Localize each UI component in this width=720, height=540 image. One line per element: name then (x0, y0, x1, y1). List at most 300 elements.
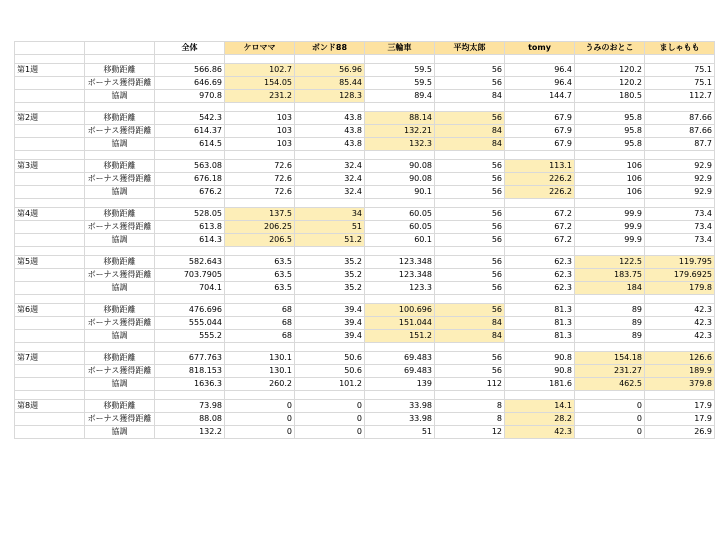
empty-cell[interactable] (15, 125, 85, 138)
row-label[interactable]: ボーナス獲得距離 (85, 221, 155, 234)
data-cell[interactable]: 88.08 (155, 413, 225, 426)
data-cell[interactable]: 677.763 (155, 352, 225, 365)
data-cell[interactable]: 8 (435, 413, 505, 426)
data-cell[interactable]: 260.2 (225, 378, 295, 391)
data-cell[interactable]: 89.4 (365, 90, 435, 103)
data-cell[interactable]: 126.6 (645, 352, 715, 365)
data-cell[interactable]: 379.8 (645, 378, 715, 391)
empty-cell[interactable] (15, 317, 85, 330)
data-cell[interactable]: 42.3 (645, 317, 715, 330)
data-cell[interactable]: 50.6 (295, 352, 365, 365)
week-label[interactable]: 第8週 (15, 400, 85, 413)
data-cell[interactable]: 154.05 (225, 77, 295, 90)
data-cell[interactable]: 56 (435, 160, 505, 173)
empty-cell[interactable] (365, 247, 435, 256)
data-cell[interactable]: 226.2 (505, 186, 575, 199)
data-cell[interactable]: 17.9 (645, 413, 715, 426)
data-cell[interactable]: 189.9 (645, 365, 715, 378)
row-label[interactable]: 移動距離 (85, 400, 155, 413)
data-cell[interactable]: 69.483 (365, 365, 435, 378)
empty-cell[interactable] (365, 199, 435, 208)
data-cell[interactable]: 56 (435, 282, 505, 295)
data-cell[interactable]: 56 (435, 64, 505, 77)
data-cell[interactable]: 35.2 (295, 269, 365, 282)
data-cell[interactable]: 60.05 (365, 208, 435, 221)
week-label[interactable]: 第4週 (15, 208, 85, 221)
data-cell[interactable]: 95.8 (575, 125, 645, 138)
row-label[interactable]: 協調 (85, 282, 155, 295)
column-header[interactable]: ボンド88 (295, 42, 365, 55)
empty-cell[interactable] (365, 151, 435, 160)
data-cell[interactable]: 132.2 (155, 426, 225, 439)
empty-cell[interactable] (15, 378, 85, 391)
empty-cell[interactable] (295, 151, 365, 160)
empty-cell[interactable] (435, 151, 505, 160)
data-cell[interactable]: 676.18 (155, 173, 225, 186)
data-cell[interactable]: 81.3 (505, 317, 575, 330)
data-cell[interactable]: 33.98 (365, 413, 435, 426)
empty-cell[interactable] (505, 391, 575, 400)
data-cell[interactable]: 99.9 (575, 221, 645, 234)
data-cell[interactable]: 72.6 (225, 186, 295, 199)
empty-cell[interactable] (435, 55, 505, 64)
row-label[interactable]: 移動距離 (85, 256, 155, 269)
data-cell[interactable]: 99.9 (575, 234, 645, 247)
empty-cell[interactable] (15, 90, 85, 103)
empty-cell[interactable] (365, 391, 435, 400)
empty-cell[interactable] (155, 343, 225, 352)
data-cell[interactable]: 39.4 (295, 317, 365, 330)
data-cell[interactable]: 43.8 (295, 112, 365, 125)
data-cell[interactable]: 0 (295, 413, 365, 426)
column-header[interactable]: 三輪車 (365, 42, 435, 55)
week-label[interactable]: 第7週 (15, 352, 85, 365)
data-cell[interactable]: 95.8 (575, 138, 645, 151)
empty-cell[interactable] (295, 247, 365, 256)
empty-cell[interactable] (505, 295, 575, 304)
data-cell[interactable]: 0 (575, 426, 645, 439)
data-cell[interactable]: 106 (575, 160, 645, 173)
empty-cell[interactable] (435, 199, 505, 208)
data-cell[interactable]: 39.4 (295, 304, 365, 317)
data-cell[interactable]: 63.5 (225, 269, 295, 282)
data-cell[interactable]: 92.9 (645, 186, 715, 199)
data-cell[interactable]: 106 (575, 173, 645, 186)
week-label[interactable]: 第2週 (15, 112, 85, 125)
data-cell[interactable]: 92.9 (645, 173, 715, 186)
data-cell[interactable]: 226.2 (505, 173, 575, 186)
empty-cell[interactable] (15, 151, 85, 160)
empty-cell[interactable] (505, 343, 575, 352)
empty-cell[interactable] (435, 295, 505, 304)
data-cell[interactable]: 206.25 (225, 221, 295, 234)
empty-cell[interactable] (575, 103, 645, 112)
empty-cell[interactable] (85, 199, 155, 208)
data-cell[interactable]: 56 (435, 186, 505, 199)
data-cell[interactable]: 33.98 (365, 400, 435, 413)
empty-cell[interactable] (15, 247, 85, 256)
data-cell[interactable]: 90.08 (365, 160, 435, 173)
data-cell[interactable]: 563.08 (155, 160, 225, 173)
empty-cell[interactable] (155, 55, 225, 64)
empty-cell[interactable] (15, 199, 85, 208)
data-cell[interactable]: 119.795 (645, 256, 715, 269)
empty-cell[interactable] (435, 247, 505, 256)
empty-cell[interactable] (15, 391, 85, 400)
data-cell[interactable]: 73.4 (645, 221, 715, 234)
data-cell[interactable]: 144.7 (505, 90, 575, 103)
empty-cell[interactable] (85, 103, 155, 112)
data-cell[interactable]: 130.1 (225, 352, 295, 365)
data-cell[interactable]: 56 (435, 208, 505, 221)
data-cell[interactable]: 99.9 (575, 208, 645, 221)
data-cell[interactable]: 84 (435, 330, 505, 343)
data-cell[interactable]: 68 (225, 330, 295, 343)
empty-cell[interactable] (225, 151, 295, 160)
data-cell[interactable]: 43.8 (295, 125, 365, 138)
data-cell[interactable]: 68 (225, 317, 295, 330)
row-label[interactable]: ボーナス獲得距離 (85, 269, 155, 282)
column-header[interactable]: うみのおとこ (575, 42, 645, 55)
empty-cell[interactable] (15, 55, 85, 64)
empty-cell[interactable] (295, 103, 365, 112)
empty-cell[interactable] (155, 151, 225, 160)
empty-cell[interactable] (15, 330, 85, 343)
empty-cell[interactable] (225, 343, 295, 352)
data-cell[interactable]: 123.348 (365, 269, 435, 282)
data-cell[interactable]: 88.14 (365, 112, 435, 125)
data-cell[interactable]: 179.8 (645, 282, 715, 295)
row-label[interactable]: 移動距離 (85, 160, 155, 173)
empty-cell[interactable] (85, 55, 155, 64)
empty-cell[interactable] (85, 151, 155, 160)
data-cell[interactable]: 28.2 (505, 413, 575, 426)
data-cell[interactable]: 95.8 (575, 112, 645, 125)
data-cell[interactable]: 51 (295, 221, 365, 234)
data-cell[interactable]: 51 (365, 426, 435, 439)
data-cell[interactable]: 90.8 (505, 365, 575, 378)
data-cell[interactable]: 181.6 (505, 378, 575, 391)
empty-cell[interactable] (15, 295, 85, 304)
data-cell[interactable]: 112.7 (645, 90, 715, 103)
column-header[interactable]: 全体 (155, 42, 225, 55)
data-cell[interactable]: 1636.3 (155, 378, 225, 391)
empty-cell[interactable] (295, 343, 365, 352)
empty-cell[interactable] (575, 343, 645, 352)
empty-cell[interactable] (85, 295, 155, 304)
data-cell[interactable]: 0 (295, 400, 365, 413)
data-cell[interactable]: 100.696 (365, 304, 435, 317)
empty-cell[interactable] (365, 103, 435, 112)
empty-cell[interactable] (15, 413, 85, 426)
data-cell[interactable]: 81.3 (505, 304, 575, 317)
data-cell[interactable]: 542.3 (155, 112, 225, 125)
data-cell[interactable]: 101.2 (295, 378, 365, 391)
data-cell[interactable]: 32.4 (295, 173, 365, 186)
data-cell[interactable]: 0 (225, 426, 295, 439)
data-cell[interactable]: 35.2 (295, 282, 365, 295)
data-cell[interactable]: 56 (435, 304, 505, 317)
row-label[interactable]: 移動距離 (85, 208, 155, 221)
column-header[interactable]: tomy (505, 42, 575, 55)
row-label[interactable]: 協調 (85, 234, 155, 247)
row-label[interactable]: ボーナス獲得距離 (85, 125, 155, 138)
data-cell[interactable]: 89 (575, 317, 645, 330)
empty-cell[interactable] (645, 103, 715, 112)
data-cell[interactable]: 106 (575, 186, 645, 199)
empty-cell[interactable] (15, 173, 85, 186)
data-cell[interactable]: 231.2 (225, 90, 295, 103)
empty-cell[interactable] (155, 391, 225, 400)
data-cell[interactable]: 56 (435, 352, 505, 365)
empty-cell[interactable] (225, 247, 295, 256)
data-cell[interactable]: 206.5 (225, 234, 295, 247)
data-cell[interactable]: 582.643 (155, 256, 225, 269)
data-cell[interactable]: 132.21 (365, 125, 435, 138)
empty-cell[interactable] (15, 343, 85, 352)
data-cell[interactable]: 68 (225, 304, 295, 317)
data-cell[interactable]: 0 (575, 413, 645, 426)
empty-cell[interactable] (575, 55, 645, 64)
data-cell[interactable]: 60.05 (365, 221, 435, 234)
data-cell[interactable]: 32.4 (295, 186, 365, 199)
data-cell[interactable]: 42.3 (645, 304, 715, 317)
empty-cell[interactable] (85, 391, 155, 400)
empty-cell[interactable] (15, 103, 85, 112)
data-cell[interactable]: 67.2 (505, 234, 575, 247)
data-cell[interactable]: 59.5 (365, 64, 435, 77)
empty-cell[interactable] (15, 221, 85, 234)
data-cell[interactable]: 132.3 (365, 138, 435, 151)
data-cell[interactable]: 63.5 (225, 282, 295, 295)
empty-cell[interactable] (645, 151, 715, 160)
empty-cell[interactable] (505, 103, 575, 112)
empty-cell[interactable] (85, 247, 155, 256)
data-cell[interactable]: 89 (575, 304, 645, 317)
data-cell[interactable]: 120.2 (575, 64, 645, 77)
data-cell[interactable]: 73.98 (155, 400, 225, 413)
data-cell[interactable]: 56 (435, 77, 505, 90)
data-cell[interactable]: 34 (295, 208, 365, 221)
data-cell[interactable]: 113.1 (505, 160, 575, 173)
data-cell[interactable]: 96.4 (505, 64, 575, 77)
empty-cell[interactable] (505, 151, 575, 160)
data-cell[interactable]: 62.3 (505, 282, 575, 295)
empty-cell[interactable] (155, 103, 225, 112)
data-cell[interactable]: 128.3 (295, 90, 365, 103)
empty-cell[interactable] (15, 282, 85, 295)
data-cell[interactable]: 12 (435, 426, 505, 439)
data-cell[interactable]: 56 (435, 112, 505, 125)
data-cell[interactable]: 130.1 (225, 365, 295, 378)
empty-cell[interactable] (645, 343, 715, 352)
data-cell[interactable]: 90.08 (365, 173, 435, 186)
data-cell[interactable]: 8 (435, 400, 505, 413)
data-cell[interactable]: 0 (295, 426, 365, 439)
data-cell[interactable]: 67.9 (505, 112, 575, 125)
data-cell[interactable]: 72.6 (225, 173, 295, 186)
data-cell[interactable]: 67.9 (505, 138, 575, 151)
week-label[interactable]: 第1週 (15, 64, 85, 77)
data-cell[interactable]: 87.7 (645, 138, 715, 151)
row-label[interactable]: ボーナス獲得距離 (85, 317, 155, 330)
data-cell[interactable]: 180.5 (575, 90, 645, 103)
data-cell[interactable]: 179.6925 (645, 269, 715, 282)
empty-cell[interactable] (225, 55, 295, 64)
empty-cell[interactable] (15, 186, 85, 199)
empty-cell[interactable] (365, 55, 435, 64)
data-cell[interactable]: 614.5 (155, 138, 225, 151)
row-label[interactable]: 移動距離 (85, 112, 155, 125)
data-cell[interactable]: 56 (435, 173, 505, 186)
data-cell[interactable]: 42.3 (505, 426, 575, 439)
row-label[interactable]: 協調 (85, 90, 155, 103)
data-cell[interactable]: 72.6 (225, 160, 295, 173)
data-cell[interactable]: 703.7905 (155, 269, 225, 282)
data-cell[interactable]: 96.4 (505, 77, 575, 90)
data-cell[interactable]: 183.75 (575, 269, 645, 282)
empty-cell[interactable] (575, 151, 645, 160)
empty-cell[interactable] (155, 247, 225, 256)
empty-cell[interactable] (505, 199, 575, 208)
empty-cell[interactable] (295, 55, 365, 64)
data-cell[interactable]: 112 (435, 378, 505, 391)
empty-cell[interactable] (435, 343, 505, 352)
row-label[interactable]: ボーナス獲得距離 (85, 365, 155, 378)
data-cell[interactable]: 32.4 (295, 160, 365, 173)
data-cell[interactable]: 17.9 (645, 400, 715, 413)
data-cell[interactable]: 84 (435, 125, 505, 138)
empty-cell[interactable] (295, 391, 365, 400)
data-cell[interactable]: 90.1 (365, 186, 435, 199)
empty-cell[interactable] (435, 103, 505, 112)
data-cell[interactable]: 137.5 (225, 208, 295, 221)
data-cell[interactable]: 56 (435, 269, 505, 282)
data-cell[interactable]: 184 (575, 282, 645, 295)
data-cell[interactable]: 56.96 (295, 64, 365, 77)
data-cell[interactable]: 90.8 (505, 352, 575, 365)
data-cell[interactable]: 50.6 (295, 365, 365, 378)
data-cell[interactable]: 122.5 (575, 256, 645, 269)
data-cell[interactable]: 102.7 (225, 64, 295, 77)
empty-cell[interactable] (15, 426, 85, 439)
data-cell[interactable]: 0 (225, 413, 295, 426)
data-cell[interactable]: 614.37 (155, 125, 225, 138)
empty-cell[interactable] (15, 138, 85, 151)
data-cell[interactable]: 60.1 (365, 234, 435, 247)
row-label[interactable]: 移動距離 (85, 352, 155, 365)
week-label[interactable]: 第5週 (15, 256, 85, 269)
data-cell[interactable]: 42.3 (645, 330, 715, 343)
column-header[interactable]: 平均太郎 (435, 42, 505, 55)
empty-cell[interactable] (225, 295, 295, 304)
column-header[interactable]: ケロママ (225, 42, 295, 55)
data-cell[interactable]: 84 (435, 90, 505, 103)
data-cell[interactable]: 123.348 (365, 256, 435, 269)
empty-cell[interactable] (365, 295, 435, 304)
data-cell[interactable]: 39.4 (295, 330, 365, 343)
data-cell[interactable]: 14.1 (505, 400, 575, 413)
data-cell[interactable]: 56 (435, 221, 505, 234)
data-cell[interactable]: 476.696 (155, 304, 225, 317)
empty-cell[interactable] (225, 199, 295, 208)
data-cell[interactable]: 123.3 (365, 282, 435, 295)
data-cell[interactable]: 0 (575, 400, 645, 413)
data-cell[interactable]: 26.9 (645, 426, 715, 439)
empty-cell[interactable] (505, 55, 575, 64)
empty-cell[interactable] (85, 42, 155, 55)
data-cell[interactable]: 566.86 (155, 64, 225, 77)
data-cell[interactable]: 120.2 (575, 77, 645, 90)
data-cell[interactable]: 35.2 (295, 256, 365, 269)
data-cell[interactable]: 67.2 (505, 208, 575, 221)
data-cell[interactable]: 92.9 (645, 160, 715, 173)
data-cell[interactable]: 151.2 (365, 330, 435, 343)
data-cell[interactable]: 84 (435, 317, 505, 330)
data-cell[interactable]: 103 (225, 112, 295, 125)
data-cell[interactable]: 704.1 (155, 282, 225, 295)
data-cell[interactable]: 67.2 (505, 221, 575, 234)
data-cell[interactable]: 56 (435, 365, 505, 378)
column-header[interactable]: ましゃもも (645, 42, 715, 55)
data-cell[interactable]: 614.3 (155, 234, 225, 247)
empty-cell[interactable] (15, 77, 85, 90)
data-cell[interactable]: 676.2 (155, 186, 225, 199)
empty-cell[interactable] (15, 269, 85, 282)
data-cell[interactable]: 67.9 (505, 125, 575, 138)
empty-cell[interactable] (85, 343, 155, 352)
data-cell[interactable]: 613.8 (155, 221, 225, 234)
empty-cell[interactable] (505, 247, 575, 256)
empty-cell[interactable] (645, 199, 715, 208)
data-cell[interactable]: 56 (435, 256, 505, 269)
data-cell[interactable]: 646.69 (155, 77, 225, 90)
data-cell[interactable]: 103 (225, 138, 295, 151)
data-cell[interactable]: 75.1 (645, 64, 715, 77)
empty-cell[interactable] (225, 391, 295, 400)
data-cell[interactable]: 154.18 (575, 352, 645, 365)
data-cell[interactable]: 69.483 (365, 352, 435, 365)
data-cell[interactable]: 818.153 (155, 365, 225, 378)
data-cell[interactable]: 139 (365, 378, 435, 391)
data-cell[interactable]: 62.3 (505, 269, 575, 282)
empty-cell[interactable] (295, 199, 365, 208)
data-cell[interactable]: 0 (225, 400, 295, 413)
data-cell[interactable]: 151.044 (365, 317, 435, 330)
empty-cell[interactable] (365, 343, 435, 352)
empty-cell[interactable] (575, 247, 645, 256)
data-cell[interactable]: 63.5 (225, 256, 295, 269)
empty-cell[interactable] (155, 295, 225, 304)
row-label[interactable]: 協調 (85, 426, 155, 439)
empty-cell[interactable] (575, 391, 645, 400)
data-cell[interactable]: 62.3 (505, 256, 575, 269)
empty-cell[interactable] (645, 55, 715, 64)
row-label[interactable]: 協調 (85, 186, 155, 199)
empty-cell[interactable] (15, 42, 85, 55)
row-label[interactable]: 協調 (85, 378, 155, 391)
empty-cell[interactable] (645, 391, 715, 400)
week-label[interactable]: 第6週 (15, 304, 85, 317)
data-cell[interactable]: 56 (435, 234, 505, 247)
data-cell[interactable]: 970.8 (155, 90, 225, 103)
empty-cell[interactable] (435, 391, 505, 400)
data-cell[interactable]: 555.044 (155, 317, 225, 330)
data-cell[interactable]: 75.1 (645, 77, 715, 90)
data-cell[interactable]: 73.4 (645, 208, 715, 221)
empty-cell[interactable] (645, 247, 715, 256)
empty-cell[interactable] (15, 365, 85, 378)
